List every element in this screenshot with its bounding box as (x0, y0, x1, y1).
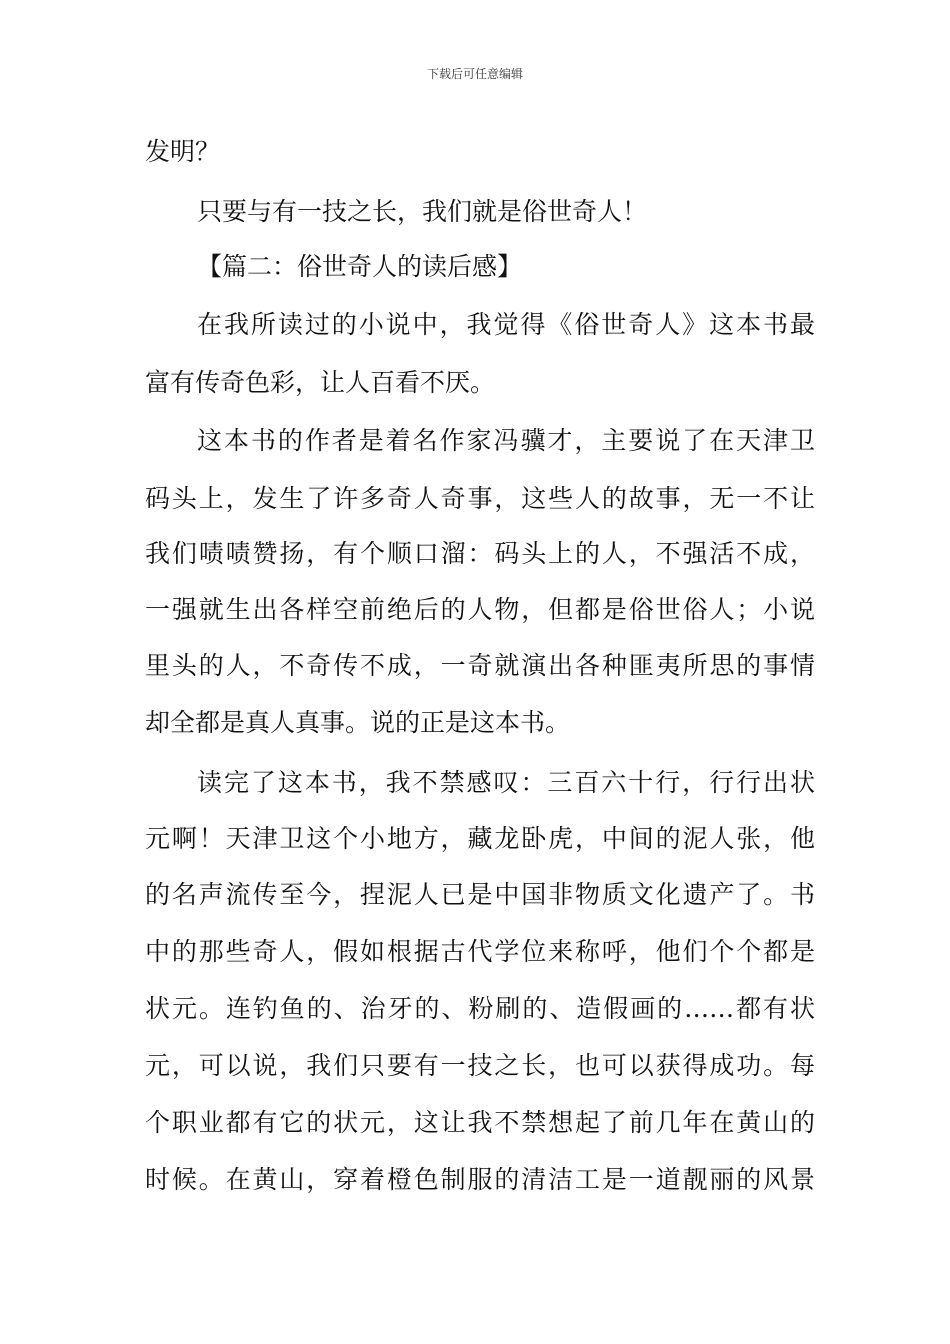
text-line: 时候。在黄山，穿着橙色制服的清洁工是一道靓丽的风景 (145, 1165, 815, 1194)
text-line: 读完了这本书，我不禁感叹：三百六十行，行行出状 (197, 768, 815, 797)
text-line: 的名声流传至今，捏泥人已是中国非物质文化遗产了。书 (145, 880, 815, 909)
text-line: 里头的人，不奇传不成，一奇就演出各种匪夷所思的事情 (145, 651, 815, 680)
text-line: 个职业都有它的状元，这让我不禁想起了前几年在黄山的 (145, 1108, 815, 1137)
text-line: 发明？ (145, 137, 221, 166)
text-line: 元啊！天津卫这个小地方，藏龙卧虎，中间的泥人张，他 (145, 824, 815, 853)
text-line: 只要与有一技之长，我们就是俗世奇人！ (197, 197, 648, 226)
page-header: 下载后可任意编辑 (426, 67, 523, 81)
text-line: 一强就生出各样空前绝后的人物，但都是俗世俗人；小说 (145, 595, 815, 624)
text-line: 元，可以说，我们只要有一技之长，也可以获得成功。每 (145, 1051, 815, 1080)
text-line: 却全都是真人真事。说的正是这本书。 (145, 708, 571, 737)
text-line: 富有传奇色彩，让人百看不厌。 (145, 368, 496, 397)
text-line: 中的那些奇人，假如根据古代学位来称呼，他们个个都是 (145, 937, 815, 966)
section-heading: 【篇二：俗世奇人的读后感】 (197, 252, 523, 281)
text-line: 我们啧啧赞扬，有个顺口溜：码头上的人，不强活不成， (145, 539, 815, 568)
text-line: 这本书的作者是着名作家冯骥才，主要说了在天津卫 (197, 426, 815, 455)
text-line: 码头上，发生了许多奇人奇事，这些人的故事，无一不让 (145, 484, 815, 513)
text-line: 状元。连钓鱼的、治牙的、粉刷的、造假画的……都有状 (145, 994, 815, 1023)
text-line: 在我所读过的小说中，我觉得《俗世奇人》这本书最 (197, 310, 815, 339)
